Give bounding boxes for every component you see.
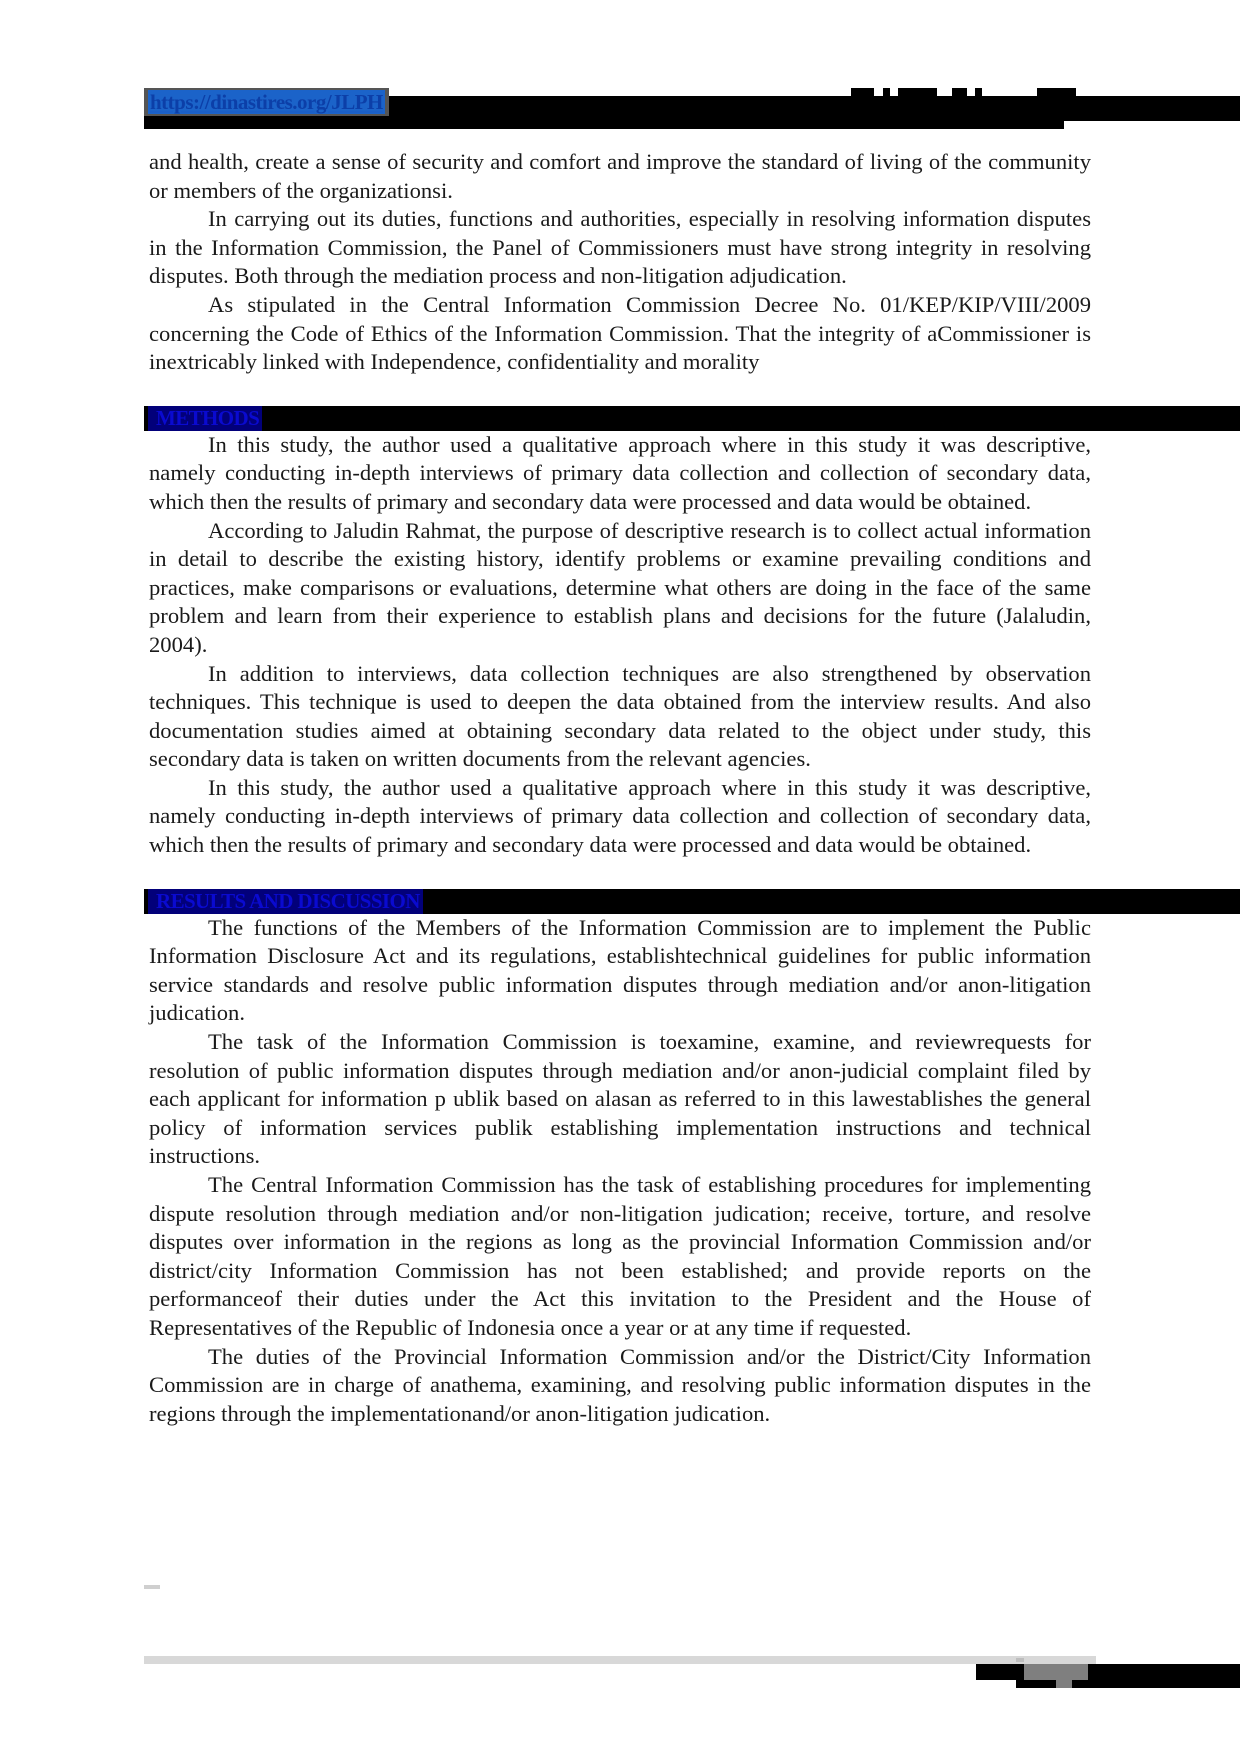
results-paragraph: The task of the Information Commission is toexamine, examine, and reviewrequests for resolution of public information disputes through mediation and/or anon-judicial complaint filed by each applicant for information p ublik based on alasan as referred to in this lawestablishes the general policy of information services publik establishing implementation instructions and technical instructions. <box>149 1029 1091 1169</box>
page-number-tab <box>1056 1680 1072 1688</box>
section-heading-text: METHODS <box>144 406 262 431</box>
intro-paragraph: In carrying out its duties, functions and authorities, especially in resolving information disputes in the Information Commission, the Panel of Commissioners must have strong integrity in resolving disputes. Both through the mediation process and non-litigation adjudication. <box>149 206 1091 289</box>
header-redaction-block <box>883 88 890 97</box>
footer-redaction-bar <box>976 1664 1240 1680</box>
header-redaction-block <box>952 88 967 97</box>
header-redaction-block <box>975 88 982 97</box>
journal-link-text: https://dinastires.org/JLPH <box>150 90 383 114</box>
page-number-box <box>1024 1664 1088 1680</box>
footer-redaction-bar-lower <box>1016 1680 1240 1688</box>
header-redaction-block <box>851 88 874 97</box>
section-heading-text: RESULTS AND DISCUSSION <box>144 889 423 914</box>
methods-paragraph: In this study, the author used a qualitative approach where in this study it was descriptive, namely conducting in-depth interviews of primary data collection and collection of secondary data, which then the results of primary and secondary data were processed and data would be obtained. <box>149 431 1091 514</box>
methods-paragraph: According to Jaludin Rahmat, the purpose of descriptive research is to collect actual information in detail to describe the existing history, identify problems or examine prevailing conditions and practices, make comparisons or evaluations, determine what others are doing in the face of the same problem and learn from their experience to establish plans and decisions for the future (Jalaludin, 2004). <box>149 517 1091 657</box>
footer-rule <box>144 1656 1096 1664</box>
methods-paragraph: In addition to interviews, data collection techniques are also strengthened by observation techniques. This technique is used to deepen the data obtained from the interview results. And also documentation studies aimed at obtaining secondary data related to the object under study, this secondary data is taken on written documents from the relevant agencies. <box>149 660 1091 772</box>
section-heading-methods <box>144 406 1240 431</box>
header-redaction-block <box>1037 88 1076 97</box>
intro-paragraph: As stipulated in the Central Information Commission Decree No. 01/KEP/KIP/VIII/2009 concerning the Code of Ethics of the Information Commission. That the integrity of aCommissioner is inextricably linked with Independence, confidentiality and morality <box>149 291 1091 375</box>
results-paragraph: The Central Information Commission has the task of establishing procedures for implementing dispute resolution through mediation and/or non-litigation judication; receive, torture, and resolve disputes over information in the regions as long as the provincial Information Commission and/or district/city Information Commission has not been established; and provide reports on the performanceof their duties under the Act this invitation to the President and the House of Representatives of the Republic of Indonesia once a year or at any time if requested. <box>149 1172 1091 1340</box>
results-paragraph: The functions of the Members of the Information Commission are to implement the Public Information Disclosure Act and its regulations, establishtechnical guidelines for public information service standards and resolve public information disputes through mediation and/or anon-litigation judication. <box>149 914 1091 1026</box>
footer-mark <box>1016 1658 1024 1662</box>
header-redaction-block <box>898 88 937 97</box>
section-heading-results <box>144 889 1240 914</box>
results-paragraph: The duties of the Provincial Information Commission and/or the District/City Information Commission are in charge of anathema, examining, and resolving public information disputes in the regions through the implementationand/or anon-litigation judication. <box>149 1343 1091 1426</box>
header-redaction-bar-lower <box>144 121 1064 129</box>
methods-paragraph: In this study, the author used a qualitative approach where in this study it was descriptive, namely conducting in-depth interviews of primary data collection and collection of secondary data, which then the results of primary and secondary data were processed and data would be obtained. <box>149 774 1091 858</box>
intro-paragraph: and health, create a sense of security and comfort and improve the standard of living of the community or members of the organizationsi. <box>149 149 1091 203</box>
paragraph-end-mark <box>144 1585 160 1589</box>
document-body <box>149 148 1091 1428</box>
journal-link[interactable] <box>144 88 389 116</box>
